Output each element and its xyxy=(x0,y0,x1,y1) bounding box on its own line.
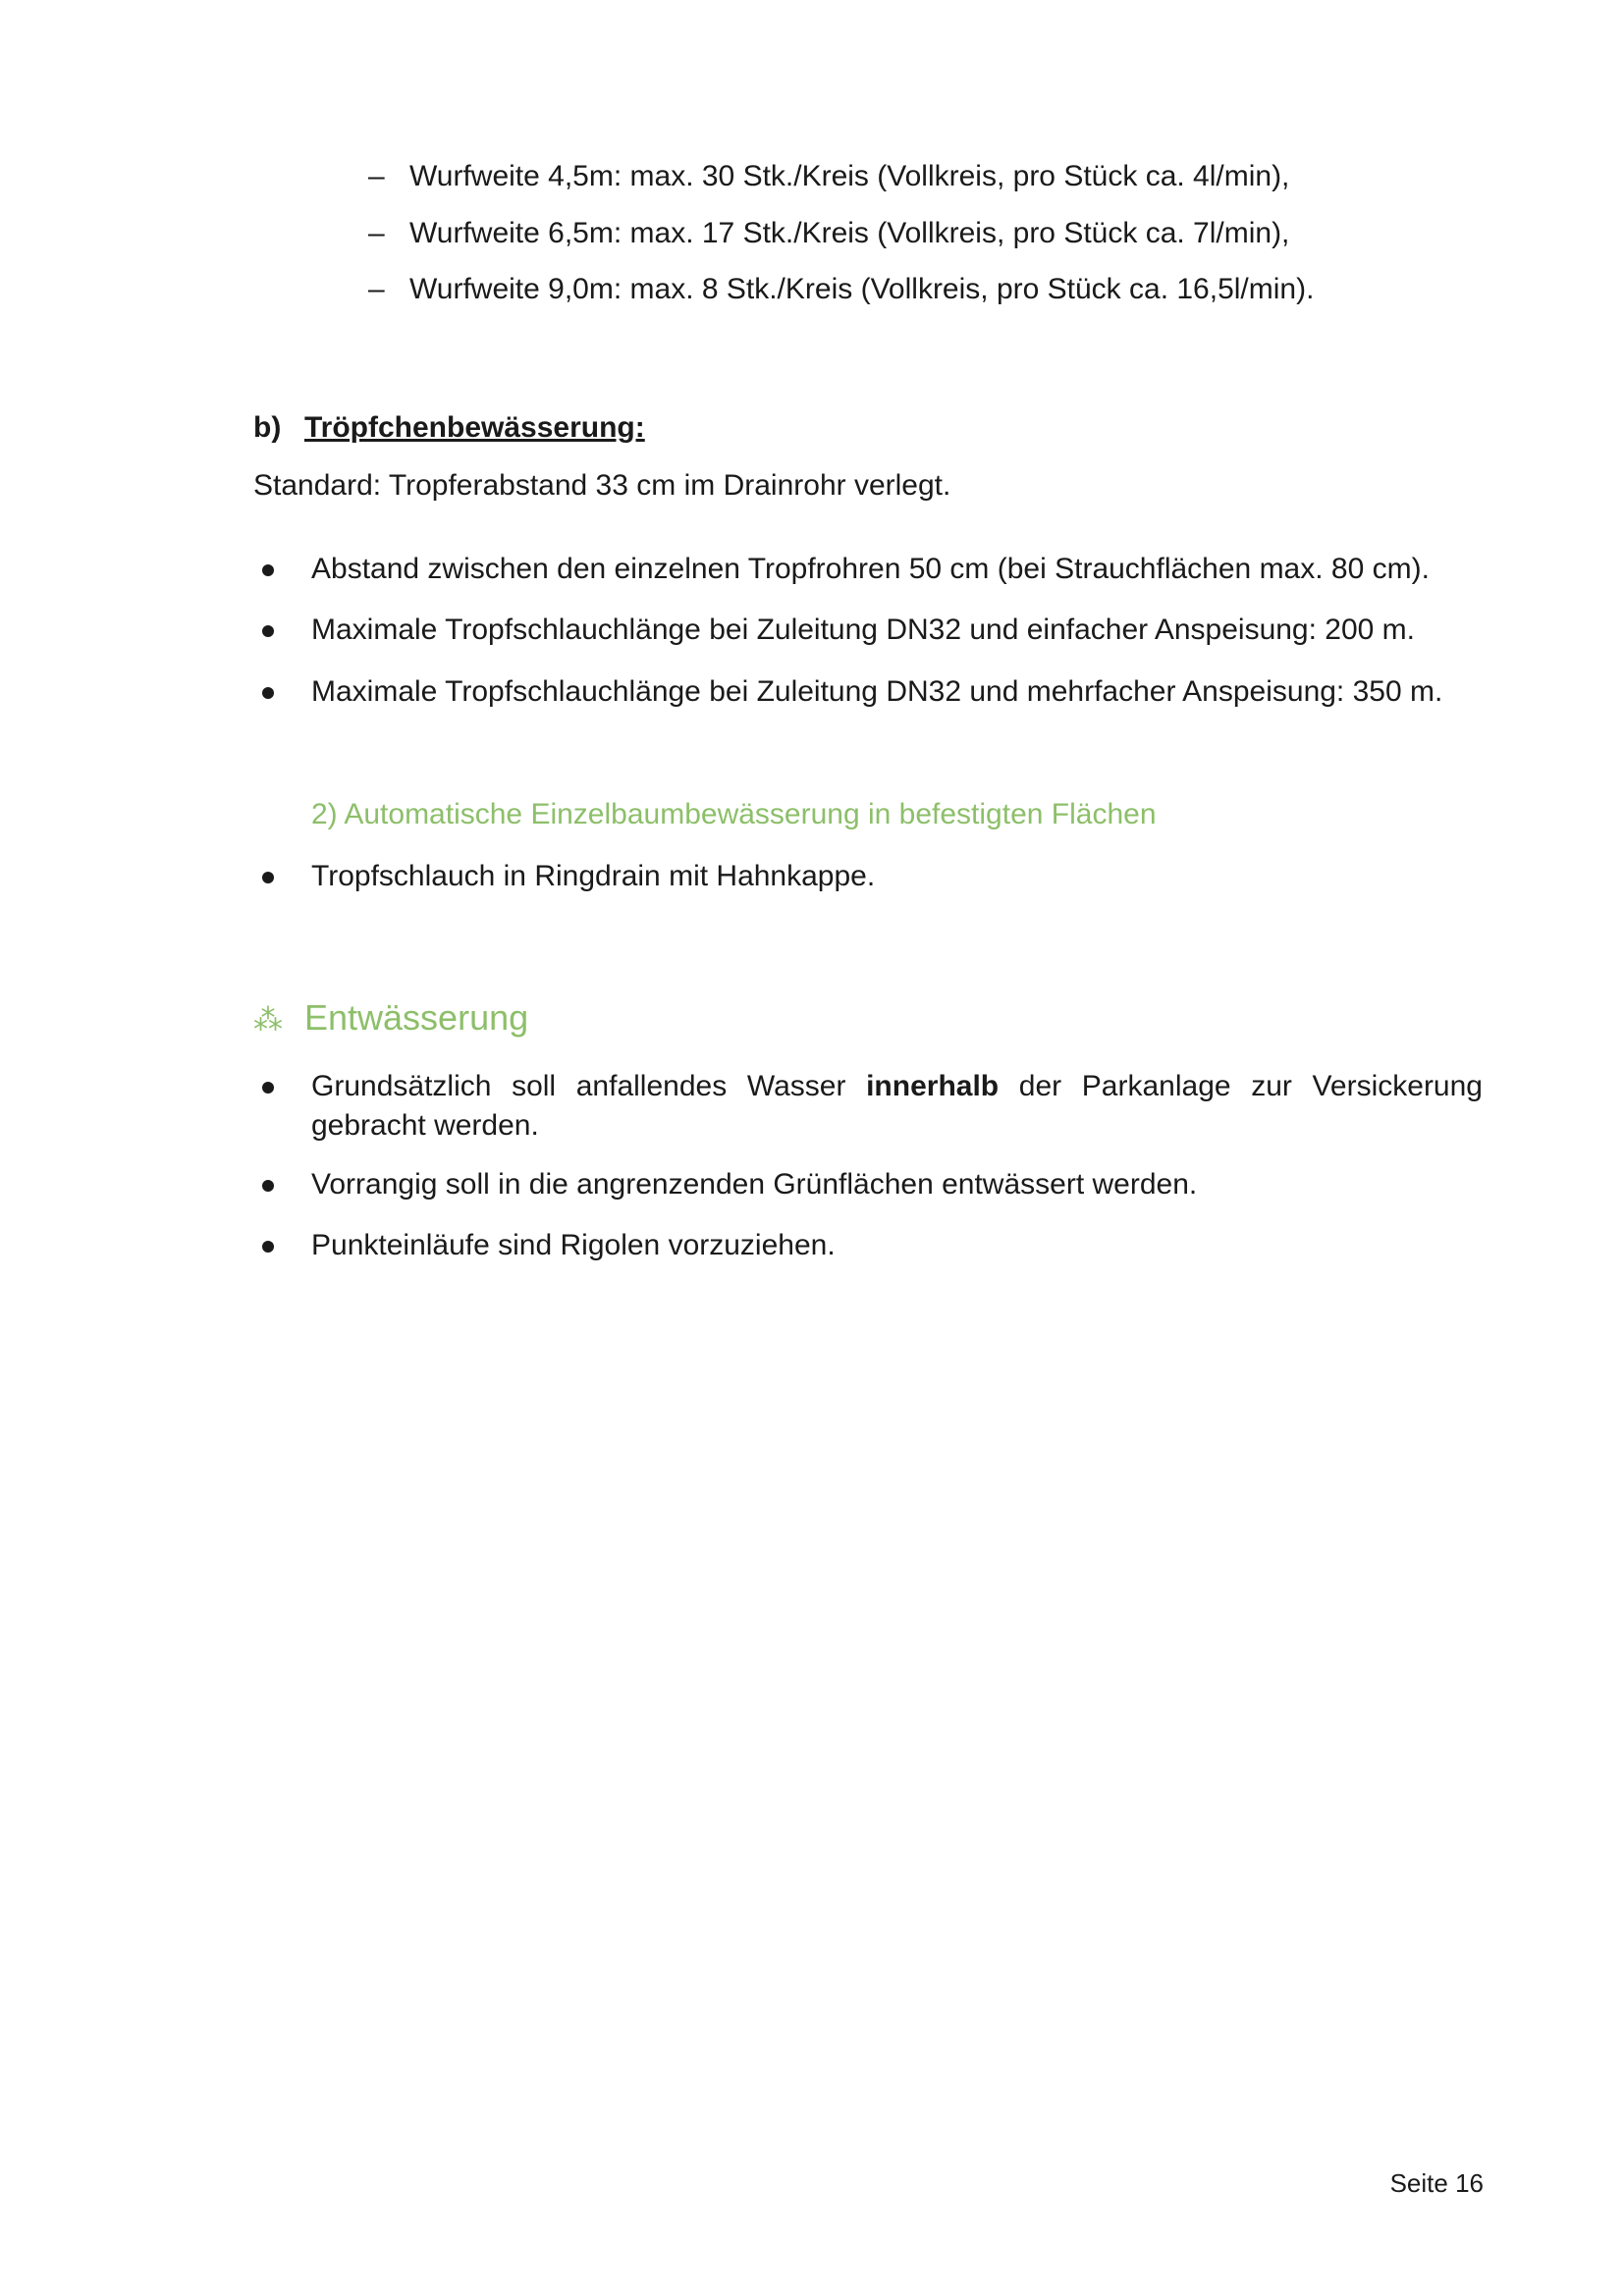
list-item xyxy=(253,611,1483,650)
drainage-heading xyxy=(253,995,528,1043)
list-item-text: Grundsätzlich soll anfallendes Wasser innerhalb der Parkanlage zur Versickerung gebracht werden. xyxy=(311,1070,1483,1142)
dash-item-text: Wurfweite 6,5m: max. 17 Stk./Kreis (Vollkreis, pro Stück ca. 7l/min), xyxy=(409,217,1290,249)
drip-heading-title: Tröpfchenbewässerung: xyxy=(304,411,645,444)
drainage-heading-text: Entwässerung xyxy=(304,997,529,1038)
tree-irrigation-heading: 2) Automatische Einzelbaumbewässerung in befestigten Flächen xyxy=(311,798,1157,830)
dash-marker: ‒ xyxy=(368,160,385,192)
list-item-text: Maximale Tropfschlauchlänge bei Zuleitung DN32 und mehrfacher Anspeisung: 350 m. xyxy=(311,675,1443,708)
dash-marker: ‒ xyxy=(368,217,385,249)
list-item-text: Maximale Tropfschlauchlänge bei Zuleitung DN32 und einfacher Anspeisung: 200 m. xyxy=(311,614,1416,646)
bullet-icon xyxy=(262,564,274,576)
sparkle-icon: ⁂ xyxy=(253,1004,283,1037)
bullet-icon xyxy=(262,1180,274,1192)
drip-standard-text: Standard: Tropferabstand 33 cm im Drainrohr verlegt. xyxy=(253,469,951,502)
bullet-icon xyxy=(262,625,274,637)
list-item-text: Punkteinläufe sind Rigolen vorzuziehen. xyxy=(311,1229,836,1261)
emphasis-text: innerhalb xyxy=(866,1070,1000,1102)
list-item xyxy=(253,1165,1483,1204)
bullet-icon xyxy=(262,1241,274,1253)
drip-heading-label: b) xyxy=(253,411,282,444)
dash-marker: ‒ xyxy=(368,273,385,305)
list-item-text: Vorrangig soll in die angrenzenden Grünflächen entwässert werden. xyxy=(311,1168,1198,1201)
list-item-text: Abstand zwischen den einzelnen Tropfrohren 50 cm (bei Strauchflächen max. 80 cm). xyxy=(311,553,1430,585)
page-number: Seite 16 xyxy=(1389,2168,1484,2198)
list-item xyxy=(253,672,1483,712)
list-item xyxy=(253,550,1483,589)
drip-heading xyxy=(253,408,645,448)
bullet-icon xyxy=(262,687,274,699)
bullet-icon xyxy=(262,872,274,883)
bullet-icon xyxy=(262,1082,274,1094)
list-item xyxy=(253,1067,1483,1146)
dash-item-text: Wurfweite 4,5m: max. 30 Stk./Kreis (Vollkreis, pro Stück ca. 4l/min), xyxy=(409,160,1290,192)
dash-item-text: Wurfweite 9,0m: max. 8 Stk./Kreis (Vollkreis, pro Stück ca. 16,5l/min). xyxy=(409,273,1315,305)
list-item xyxy=(253,1226,1483,1265)
list-item-text: Tropfschlauch in Ringdrain mit Hahnkappe. xyxy=(311,860,876,892)
list-item xyxy=(253,857,1483,896)
